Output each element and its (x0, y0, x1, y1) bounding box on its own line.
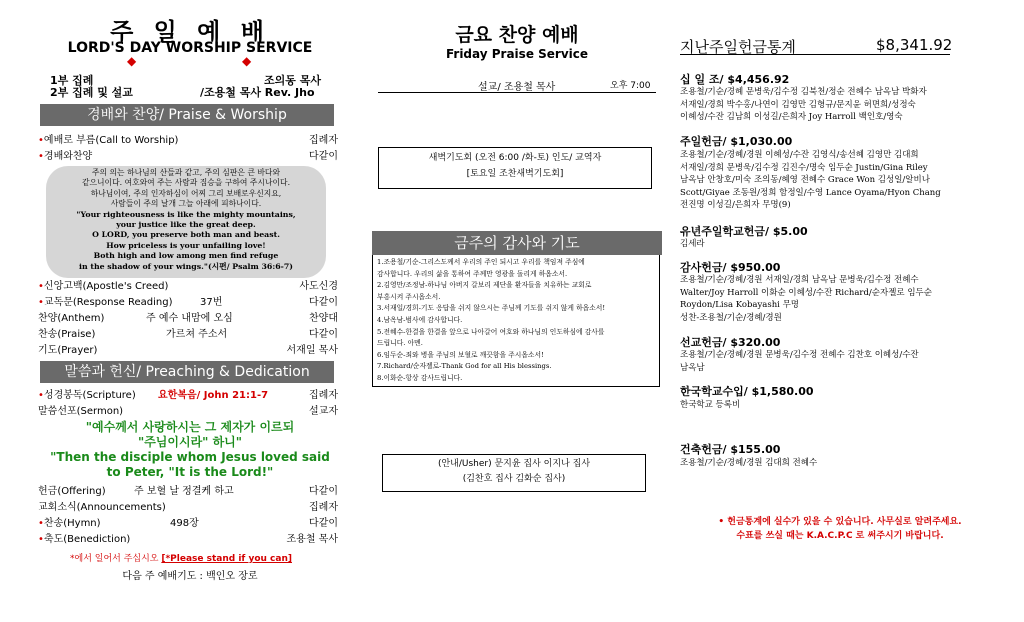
service2-leader: /조용철 목사 Rev. Jho (200, 86, 315, 99)
friday-preacher-line: 설교/ 조용철 목사 오후 7:00 (378, 78, 656, 93)
prayer-list (372, 255, 660, 387)
thanks-offering-names: 조용철/기순/경혜/경원 서재일/경희 남옥남 문병욱/김수정 전혜수 Walter/Joy Harroll 이화순 이혜성/수잔 Richard/순자젤로 임두순 Roydon/Lisa Kobayashi 무명 성찬-조용철/기순/경혜/경원 (680, 275, 932, 323)
prayer-item: 1.조용철/기순-그리스도께서 우리의 주인 되시고 우리를 책임져 주심에 (377, 258, 585, 266)
order-prayer: 기도(Prayer) 서재일 목사 (38, 345, 338, 356)
prayer-item: 8.이화순-항상 감사드립니다. (377, 373, 463, 382)
diamond-icon: ◆ (242, 54, 252, 68)
order-benediction: •축도(Benediction) 조용철 목사 (38, 534, 338, 545)
prayer-item: 2.김영만/조정남-하나님 아버지 갈보리 제단을 환자들을 치유하는 교회로 (377, 281, 592, 290)
order-call-to-worship: •예배로 부름(Call to Worship) 집례자 (38, 135, 338, 146)
bullet-icon: • (38, 390, 44, 401)
bullet-icon: • (38, 534, 44, 545)
mission-offering-names: 조용철/기순/경혜/경원 문병욱/김수정 전혜수 김찬호 이혜성/수잔 남옥남 (680, 350, 919, 373)
offering-report-header (680, 36, 953, 56)
order-praise: •경배와찬양 다같이 (38, 151, 338, 162)
prayer-item: 5.전혜수-한결을 한결을 앞으로 나아갈어 여호와 하나님의 인도하심에 감사를 (377, 327, 605, 336)
diamond-icon: ◆ (127, 54, 137, 68)
prayer-item: 6.임두순-죄와 병을 주님의 보혈로 깨끗함을 주시옵소서! (377, 350, 544, 359)
youth-offering-names: 김세라 (680, 239, 705, 249)
section-thanks-prayer: 금주의 감사와 기도 (372, 231, 662, 255)
tithe-names: 조용철/기순/경혜 문병욱/김수정 김북천/정순 전혜수 남옥남 박화자 서재일/경희 박수홍/나연이 김영만 김형규/문지윤 허면희/성정숙 이혜성/수잔 김남희 이성길/은희자 Joy Harroll 백인호/영숙 (680, 87, 927, 122)
prayer-item: 드립니다. 아멘. (377, 339, 423, 348)
offering-total: $8,341.92 (876, 36, 953, 54)
sunday-offering-label: 주일헌금/ $1,030.00 (680, 135, 793, 148)
sunday-title-en: LORD'S DAY WORSHIP SERVICE (67, 40, 313, 56)
prayer-item: 4.남옥남-범사에 감사합니다. (377, 315, 463, 324)
friday-title-ko: 금요 찬양 예배 (455, 24, 579, 46)
section-preaching-dedication: 말씀과 헌신/ Preaching & Dedication (40, 361, 334, 383)
prayer-item: 감사합니다. 우리의 삶을 통하여 주께만 영광을 돌리게 하옵소서. (377, 269, 568, 278)
order-sermon: 말씀선포(Sermon) 설교자 (38, 406, 338, 417)
order-creed: •신앙고백(Apostle's Creed) 사도신경 (38, 281, 338, 292)
dawn-prayer-box: 새벽기도회 (오전 6:00 /화-토) 인도/ 교역자 [토요일 조찬새벽기도회] (378, 147, 652, 189)
korean-school-label: 한국학교수입/ $1,580.00 (680, 385, 814, 398)
order-hymn: •찬송(Hymn) 498장 다같이 (38, 518, 338, 529)
order-reading: •교독문(Response Reading) 37번 다같이 (38, 297, 338, 308)
prayer-item: 3.서재일/경희-기도 응답을 쉬지 않으시는 주님께 기도를 쉬지 않게 하옵소서! (377, 304, 606, 313)
bullet-icon: • (38, 518, 44, 529)
next-week-prayer: 다음 주 예배기도 : 백인오 장로 (122, 571, 258, 582)
building-offering-label: 건축헌금/ $155.00 (680, 443, 781, 456)
service1-label: 1부 집례 (50, 74, 94, 87)
prayer-item: 7.Richard/순자젤로-Thank God for all His blessings. (377, 362, 552, 371)
section-praise-worship: 경배와 찬양/ Praise & Worship (40, 104, 334, 126)
building-offering-names: 조용철/기순/경혜/경원 김대희 전혜수 (680, 458, 818, 468)
bullet-icon: • (38, 297, 44, 308)
order-scripture: •성경봉독(Scripture) 요한복음/ John 21:1-7 집례자 (38, 390, 338, 401)
offering-report-title: 지난주일헌금통계 (680, 38, 796, 56)
youth-offering-label: 유년주일학교헌금/ $5.00 (680, 225, 808, 238)
offering-notice: • 헌금통계에 실수가 있을 수 있습니다. 사무실로 알려주세요. 수표를 쓰실 때는 K.A.C.P.C 로 써주시기 바랍니다. (718, 517, 962, 541)
friday-title-en: Friday Praise Service (445, 47, 589, 61)
usher-box: (안내/Usher) 문지윤 집사 이지나 집사 (김찬호 집사 김화순 집사) (382, 454, 646, 492)
sunday-title-ko: 주 일 예 배 (110, 18, 270, 46)
order-anthem: 찬양(Anthem) 주 예수 내맘에 오심 찬양대 (38, 313, 338, 324)
service1-leader: 조의동 목사 (264, 74, 321, 87)
tithe-label: 십 일 조/ $4,456.92 (680, 73, 790, 86)
korean-school-names: 한국학교 등록비 (680, 400, 741, 410)
stand-notice: *에서 일어서 주십시오 [*Please stand if you can] (70, 554, 292, 564)
order-offering: 헌금(Offering) 주 보혈 날 정결케 하고 다같이 (38, 486, 338, 497)
mission-offering-label: 선교헌금/ $320.00 (680, 336, 781, 349)
prayer-item: 부흥시켜 주시옵소서. (377, 292, 441, 301)
sunday-offering-names: 조용철/기순/경혜/경원 이혜성/수잔 김영식/송선혜 김영만 김대희 서재일/경희 문병욱/김수정 김진수/명숙 임두순 Justin/Gina Riley 남옥남 안창호/미숙 조의동/혜영 전혜수 Grace Won 김성일/알비나 Scott/Giyae 조동원/정희 함정일/수영 Lance Oyama/Hyon Chang 전진명 이성길/은희자 무명(9) (680, 150, 941, 210)
psalm-box: 주의 의는 하나님의 산들과 같고, 주의 심판은 큰 바다와 같으니이다. 여호와여 주는 사람과 짐승을 구하여 주시나이다. 하나님이여, 주의 인자하심이 어찌 그리 보배로우신지요, 사람들이 주의 날개 그늘 아래에 피하나이다. "Your righteousness is like the mighty mountains, your justice like the great deep. O LORD, you preserve both man and beast. How priceless is your unfailing love! Both high and low among men find refuge in the shadow of your wings."(시편/ Psalm 36:6-7) (46, 166, 326, 278)
service2-label: 2부 집례 및 설교 (50, 86, 133, 99)
bullet-icon: • (38, 281, 44, 292)
order-praise2: 찬송(Praise) 가르쳐 주소서 다같이 (38, 329, 338, 340)
bullet-icon: • (38, 151, 44, 162)
sermon-title: "예수께서 사랑하시는 그 제자가 이르되 "주님이시라" 하니" "Then the disciple whom Jesus loved said to Peter, "It is the Lord!" (50, 420, 330, 479)
order-announcements: 교회소식(Announcements) 집례자 (38, 502, 338, 513)
bullet-icon: • (38, 135, 44, 146)
thanks-offering-label: 감사헌금/ $950.00 (680, 261, 781, 274)
